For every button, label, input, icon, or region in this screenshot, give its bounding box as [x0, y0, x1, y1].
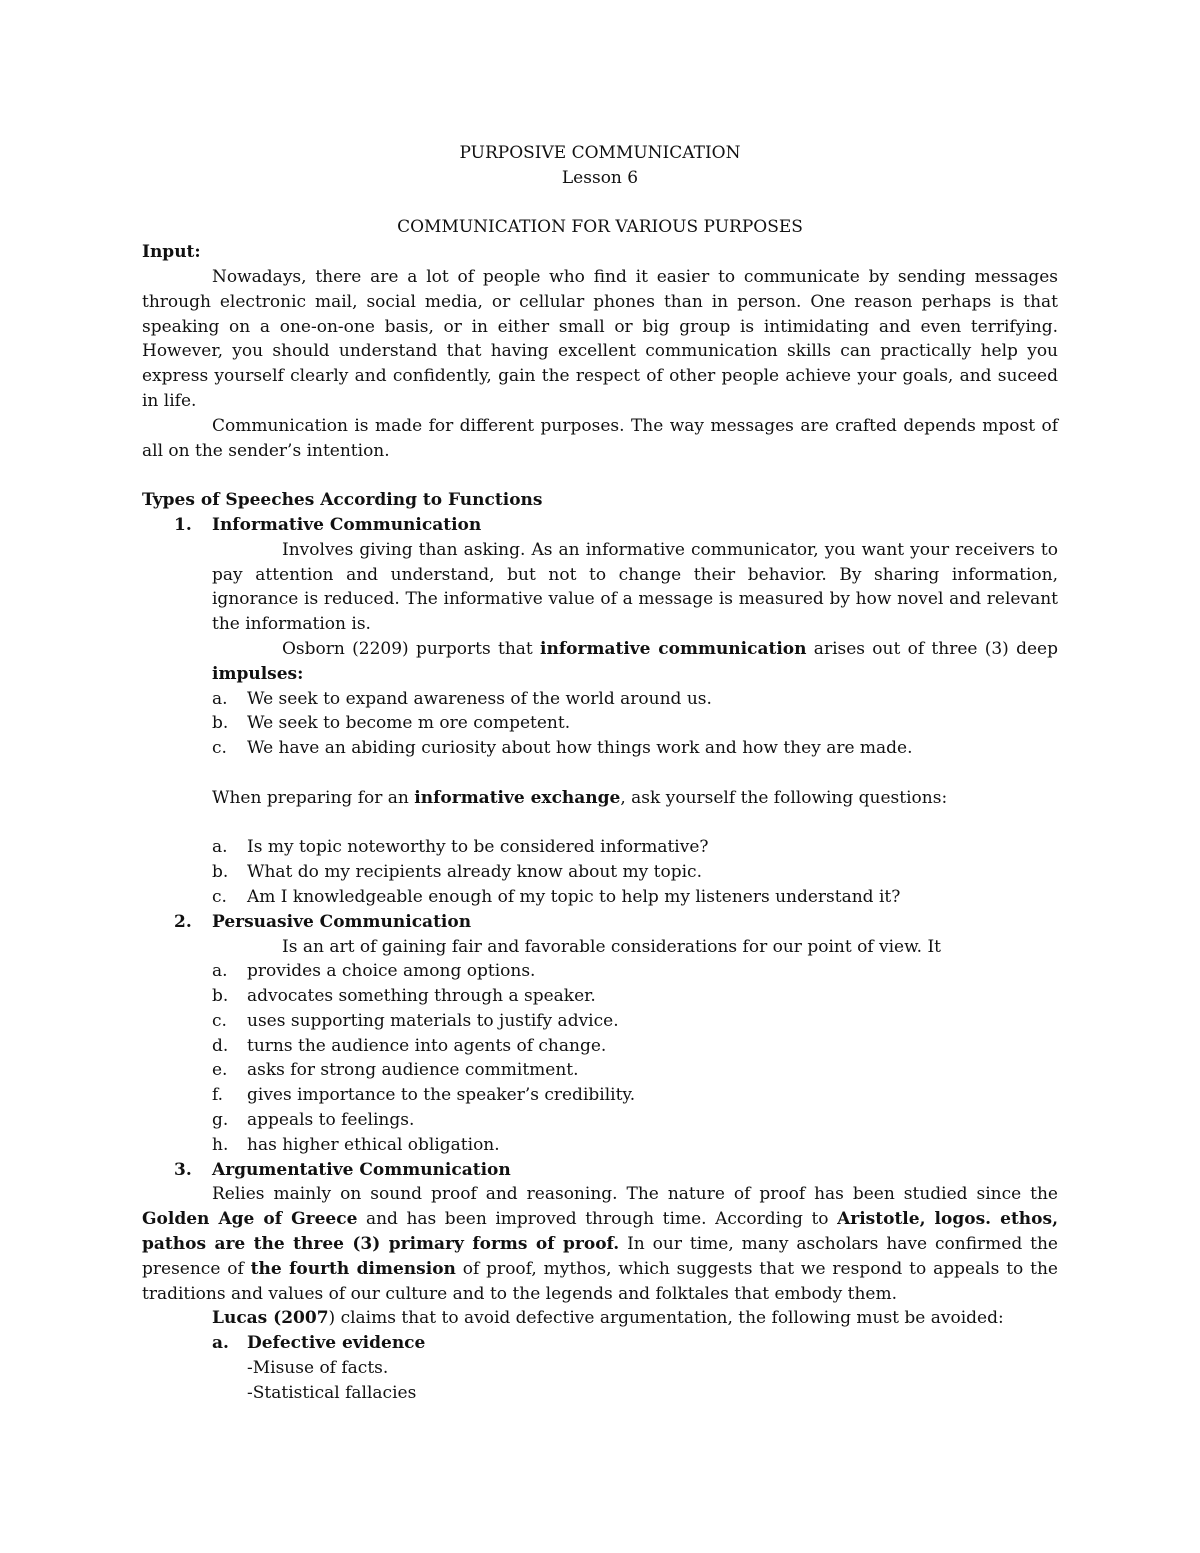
list-item: e. asks for strong audience commitment.: [212, 1060, 579, 1081]
course-title: PURPOSIVE COMMUNICATION: [459, 143, 741, 163]
section-argumentative-heading: [142, 1158, 1058, 1183]
sub-item: -Misuse of facts.: [247, 1358, 389, 1379]
list-item: b. We seek to become m ore competent.: [212, 713, 571, 734]
list-item: b. advocates something through a speaker.: [212, 986, 596, 1007]
informative-exchange-prompt: When preparing for an informative exchange, ask yourself the following questions:: [212, 787, 948, 808]
section-number: 3.: [174, 1159, 192, 1180]
list-item: f. gives importance to the speaker’s credibility.: [212, 1085, 636, 1106]
impulses-list: [142, 687, 1058, 761]
types-heading: Types of Speeches According to Functions: [142, 490, 543, 511]
sub-item: -Statistical fallacies: [247, 1382, 417, 1403]
lesson-title: COMMUNICATION FOR VARIOUS PURPOSES: [397, 217, 803, 238]
list-item: c. uses supporting materials to justify advice.: [212, 1010, 619, 1031]
persuasive-intro: Is an art of gaining fair and favorable considerations for our point of view. It: [282, 936, 941, 957]
lesson-number: Lesson 6: [561, 167, 639, 188]
input-paragraph-1: Nowadays, there are a lot of people who find it easier to communicate by sending messages through electronic mail, social media, or cellular phones than in person. One reason perhaps is that speaking on a one-on-one basis, or in either small or big group is intimidating and even terrifying. However, you should understand that having excellent communication skills can practically help you express yourself clearly and confidently, gain the respect of other people achieve your goals, and suceed in life.: [142, 266, 1058, 411]
persuasive-list: [142, 959, 1058, 1157]
input-label: Input:: [142, 242, 201, 263]
section-persuasive-heading: [142, 910, 1058, 935]
list-item: c. We have an abiding curiosity about how things work and how they are made.: [212, 738, 913, 759]
section-number: 2.: [174, 911, 192, 932]
list-item: g. appeals to feelings.: [212, 1110, 415, 1131]
list-item: c. Am I knowledgeable enough of my topic to help my listeners understand it?: [212, 886, 901, 907]
document-page: [142, 141, 1058, 1406]
section-title: Persuasive Communication: [212, 911, 472, 932]
section-informative-heading: [142, 513, 1058, 538]
input-paragraph-2: Communication is made for different purposes. The way messages are crafted depends mpost of all on the sender’s intention.: [142, 415, 1058, 461]
section-title: Informative Communication: [212, 514, 482, 535]
section-number: 1.: [174, 514, 192, 535]
list-item: b. What do my recipients already know about my topic.: [212, 862, 702, 883]
informative-paragraph: Involves giving than asking. As an informative communicator, you want your receivers to pay attention and understand, but not to change their behavior. By sharing information, ignorance is reduced. The informative value of a message is measured by how novel and relevant the information is.: [212, 539, 1058, 635]
list-item: d. turns the audience into agents of change.: [212, 1035, 607, 1056]
list-item: a. provides a choice among options.: [212, 961, 536, 982]
list-item: a. Is my topic noteworthy to be considered informative?: [212, 837, 709, 858]
list-item: a. We seek to expand awareness of the world around us.: [212, 688, 712, 709]
section-title: Argumentative Communication: [212, 1159, 511, 1180]
osborn-paragraph: Osborn (2209) purports that informative communication arises out of three (3) deep impulses:: [212, 638, 1058, 684]
questions-list: [142, 835, 1058, 909]
lucas-paragraph: Lucas (2007) claims that to avoid defective argumentation, the following must be avoided:: [212, 1308, 1004, 1329]
defective-evidence-heading: a. Defective evidence: [212, 1333, 426, 1354]
argumentative-paragraph: Relies mainly on sound proof and reasoning. The nature of proof has been studied since the Golden Age of Greece and has been improved through time. According to Aristotle, logos. ethos, pathos are the three (3) primary forms of proof. In our time, many ascholars have confirmed the presence of the fourth dimension of proof, mythos, which suggests that we respond to appeals to the traditions and values of our culture and to the legends and folktales that embody them.: [142, 1184, 1058, 1304]
list-item: h. has higher ethical obligation.: [212, 1134, 500, 1155]
